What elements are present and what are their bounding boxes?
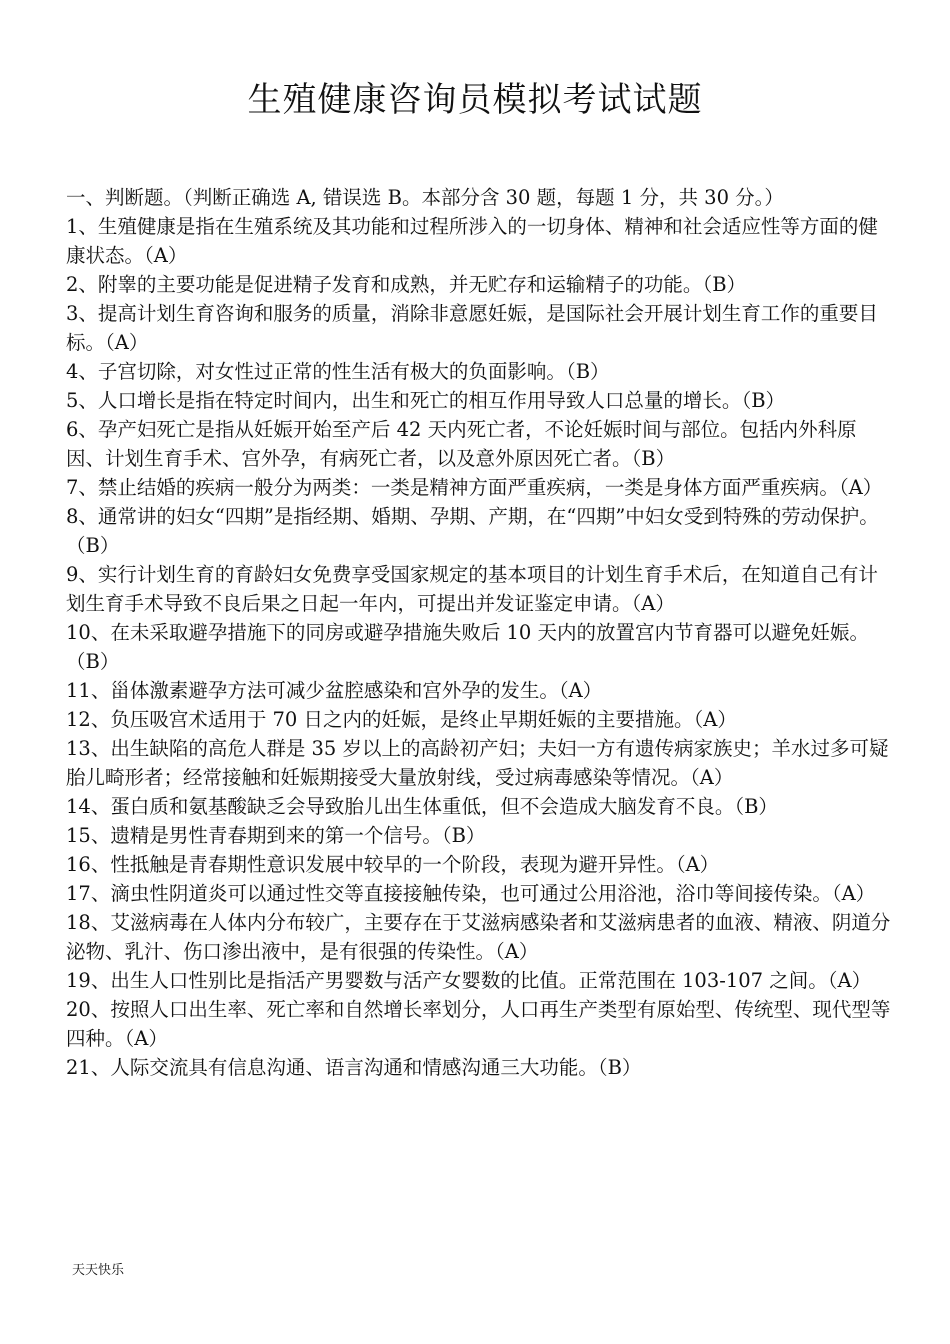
question-text: 负压吸宫术适用于 70 日之内的妊娠，是终止早期妊娠的主要措施。	[110, 708, 694, 731]
question-num: 10、	[66, 621, 111, 644]
question-answer: （A）	[693, 708, 737, 731]
question-answer: （A）	[838, 476, 883, 499]
question-answer: （B）	[741, 389, 786, 412]
question-list	[66, 183, 894, 1082]
question-answer: （A）	[827, 969, 872, 992]
question-item	[66, 705, 894, 734]
question-num: 11、	[66, 679, 111, 702]
question-text: 出生缺陷的高危人群是 35 岁以上的高龄初产妇；夫妇一方有遗传病家族史；羊水过多可疑胎儿畸形者；经常接触和妊娠期接受大量放射线，受过病毒感染等情况。	[66, 737, 889, 789]
question-item	[66, 212, 894, 270]
question-text: 甾体激素避孕方法可减少盆腔感染和宫外孕的发生。	[110, 679, 559, 702]
question-num: 3、	[66, 302, 98, 325]
question-num: 20、	[66, 998, 111, 1021]
question-text: 提高计划生育咨询和服务的质量，消除非意愿妊娠，是国际社会开展计划生育工作的重要目标。	[66, 302, 878, 354]
question-answer: （B）	[66, 534, 120, 557]
question-item	[66, 734, 894, 792]
question-text: 人口增长是指在特定时间内，出生和死亡的相互作用导致人口总量的增长。	[97, 389, 742, 412]
question-answer: （A）	[105, 331, 149, 354]
question-text: 性抵触是青春期性意识发展中较早的一个阶段，表现为避开异性。	[110, 853, 676, 876]
question-num: 12、	[66, 708, 111, 731]
question-answer: （B）	[734, 795, 778, 818]
question-text: 禁止结婚的疾病一般分为两类：一类是精神方面严重疾病，一类是身体方面严重疾病。	[97, 476, 839, 499]
question-item	[66, 270, 894, 299]
question-num: 1、	[66, 215, 98, 238]
question-answer: （B）	[66, 650, 120, 673]
question-num: 19、	[66, 969, 111, 992]
question-num: 9、	[66, 563, 98, 586]
question-item	[66, 299, 894, 357]
question-item	[66, 879, 894, 908]
question-item	[66, 995, 894, 1053]
question-num: 17、	[66, 882, 111, 905]
question-num: 13、	[66, 737, 111, 760]
question-num: 21、	[66, 1056, 111, 1079]
question-answer: （A）	[631, 592, 675, 615]
question-item	[66, 473, 894, 502]
question-text: 在未采取避孕措施下的同房或避孕措施失败后 10 天内的放置宫内节育器可以避免妊娠。	[110, 621, 870, 644]
question-answer: （B）	[702, 273, 747, 296]
question-answer: （B）	[631, 447, 676, 470]
question-text: 蛋白质和氨基酸缺乏会导致胎儿出生体重低，但不会造成大脑发育不良。	[110, 795, 735, 818]
question-item	[66, 821, 894, 850]
question-text: 实行计划生育的育龄妇女免费享受国家规定的基本项目的计划生育手术后，在知道自己有计划生育手术导致不良后果之日起一年内，可提出并发证鉴定申请。	[66, 563, 878, 615]
question-text: 附睾的主要功能是促进精子发育和成熟，并无贮存和运输精子的功能。	[97, 273, 703, 296]
question-item	[66, 502, 894, 560]
questions-container	[66, 212, 894, 1082]
question-text: 艾滋病毒在人体内分布较广，主要存在于艾滋病感染者和艾滋病患者的血液、精液、阴道分泌物、乳汁、伤口渗出液中，是有很强的传染性。	[66, 911, 891, 963]
question-item	[66, 618, 894, 676]
question-text: 通常讲的妇女“四期”是指经期、婚期、孕期、产期，在“四期”中妇女受到特殊的劳动保护。	[97, 505, 879, 528]
question-answer: （B）	[597, 1056, 642, 1079]
question-num: 5、	[66, 389, 98, 412]
question-answer: （A）	[558, 679, 603, 702]
question-text: 滴虫性阴道炎可以通过性交等直接接触传染，也可通过公用浴池，浴巾等间接传染。	[110, 882, 832, 905]
question-answer: （A）	[495, 940, 539, 963]
question-num: 14、	[66, 795, 111, 818]
question-num: 2、	[66, 273, 98, 296]
question-text: 生殖健康是指在生殖系统及其功能和过程所涉入的一切身体、精神和社会适应性等方面的健康状态。	[66, 215, 878, 267]
question-text: 出生人口性别比是指活产男婴数与活产女婴数的比值。正常范围在 103-107 之间。	[110, 969, 828, 992]
question-answer: （A）	[675, 853, 720, 876]
question-num: 16、	[66, 853, 111, 876]
question-text: 子宫切除，对女性过正常的性生活有极大的负面影响。	[97, 360, 566, 383]
question-text: 孕产妇死亡是指从妊娠开始至产后 42 天内死亡者，不论妊娠时间与部位。包括内外科原因、计划生育手术、宫外孕，有病死亡者，以及意外原因死亡者。	[66, 418, 857, 470]
question-num: 4、	[66, 360, 98, 383]
question-num: 7、	[66, 476, 98, 499]
question-answer: （A）	[144, 244, 188, 267]
section-heading: 一、判断题。（判断正确选 A, 错误选 B。本部分含 30 题，每题 1 分，共 30 分。）	[66, 186, 784, 209]
page-title: 生殖健康咨询员模拟考试试题	[247, 80, 703, 120]
question-num: 8、	[66, 505, 98, 528]
question-answer: （A）	[124, 1027, 168, 1050]
question-item	[66, 560, 894, 618]
question-num: 6、	[66, 418, 98, 441]
question-item	[66, 676, 894, 705]
question-text: 按照人口出生率、死亡率和自然增长率划分，人口再生产类型有原始型、传统型、现代型等四种。	[66, 998, 891, 1050]
question-item	[66, 966, 894, 995]
question-item	[66, 792, 894, 821]
question-item	[66, 357, 894, 386]
question-item	[66, 908, 894, 966]
question-text: 人际交流具有信息沟通、语言沟通和情感沟通三大功能。	[110, 1056, 598, 1079]
question-answer: （B）	[441, 824, 486, 847]
question-item	[66, 415, 894, 473]
question-item	[66, 386, 894, 415]
question-text: 遗精是男性青春期到来的第一个信号。	[110, 824, 442, 847]
footer-note: 天天快乐	[72, 1263, 125, 1278]
question-num: 15、	[66, 824, 111, 847]
question-answer: （B）	[565, 360, 610, 383]
question-item	[66, 1053, 894, 1082]
question-num: 18、	[66, 911, 111, 934]
question-item	[66, 850, 894, 879]
question-answer: （A）	[831, 882, 876, 905]
question-answer: （A）	[690, 766, 734, 789]
